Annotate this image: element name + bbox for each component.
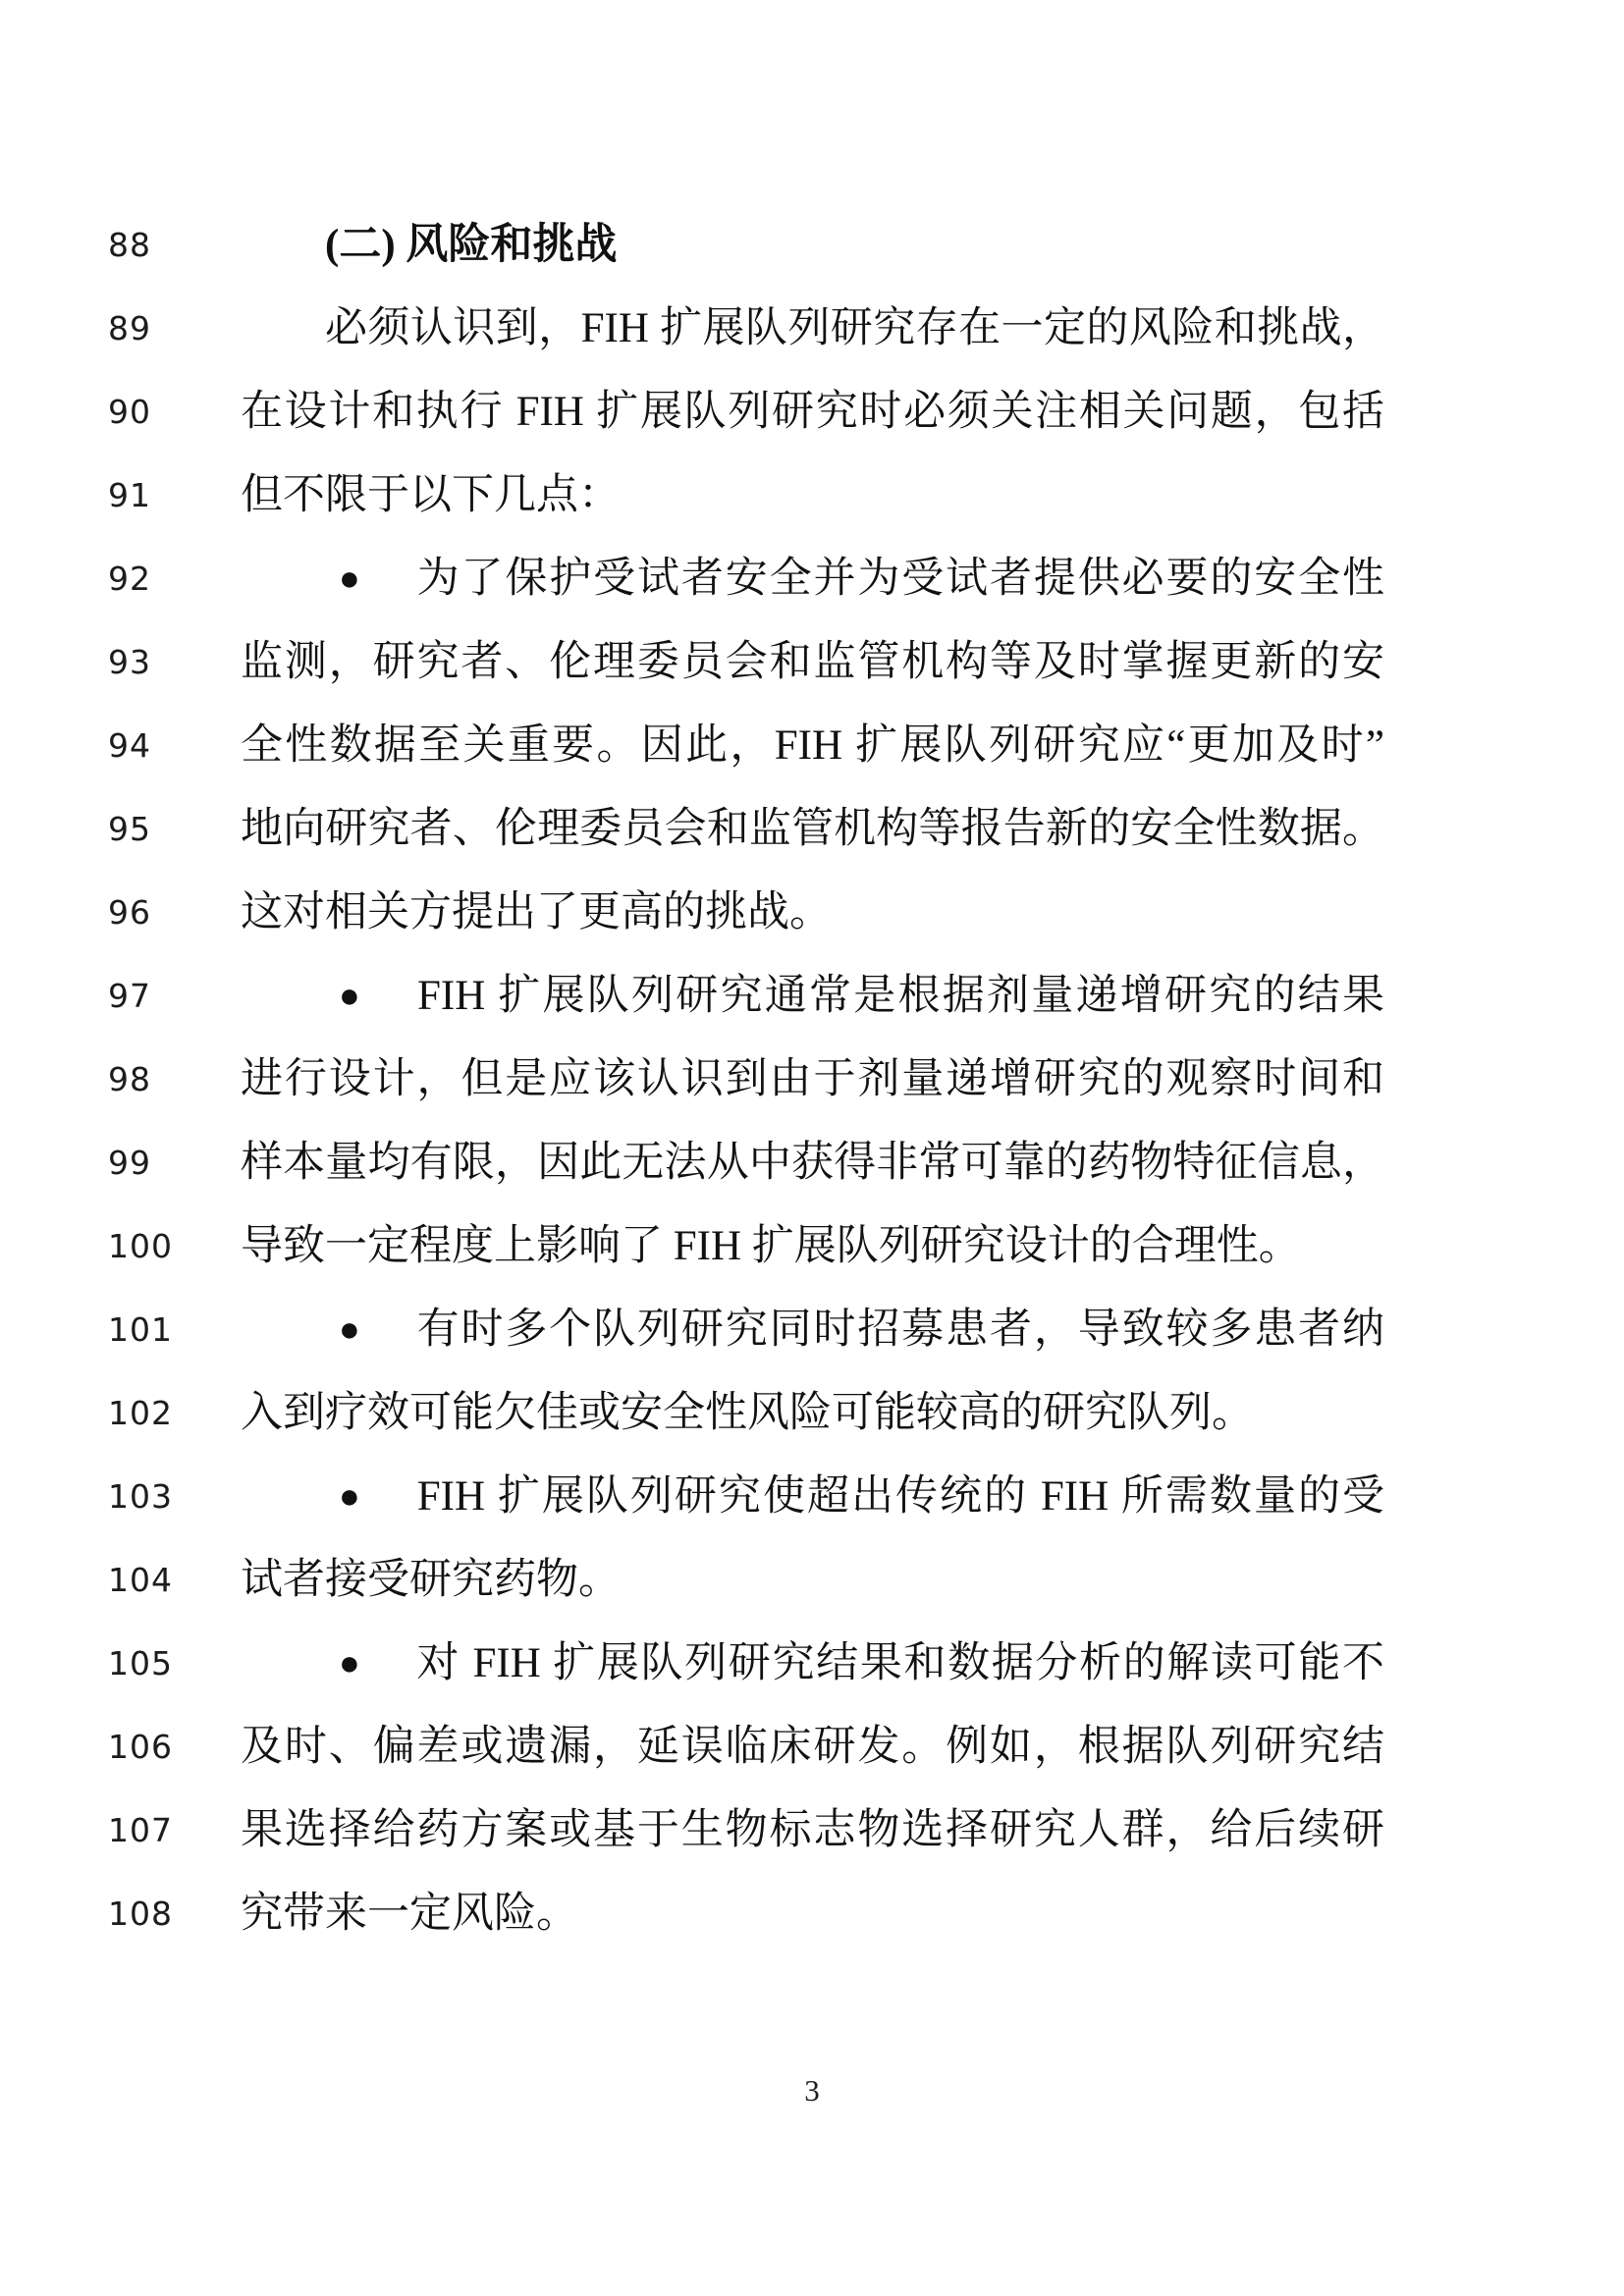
line-number-label: 91 [108,476,151,514]
line-body [241,454,1384,537]
line-text: 试者接受研究药物。 [241,1557,621,1603]
line-text: 全性数据至关重要。因此，FIH 扩展队列研究应“更加及时” [241,722,1384,769]
line-text: 地向研究者、伦理委员会和监管机构等报告新的安全性数据。 [241,806,1384,852]
line-body [241,1288,1384,1371]
line-body [241,1872,1384,1955]
line-number-label: 107 [108,1811,173,1849]
document-line [0,370,1624,454]
document-line [0,537,1624,620]
line-text: 入到疗效可能欠佳或安全性风险可能较高的研究队列。 [241,1390,1254,1436]
document-line [0,1705,1624,1789]
line-number-label: 105 [108,1644,173,1682]
line-text: 究带来一定风险。 [241,1891,578,1937]
line-body [241,370,1384,454]
text-block [0,203,1624,1955]
document-line [0,704,1624,787]
line-number-label: 97 [108,977,151,1015]
page-number: 3 [804,2073,820,2108]
line-body [241,1789,1384,1872]
line-text: 及时、偏差或遗漏，延误临床研发。例如，根据队列研究结 [241,1724,1384,1770]
line-body [241,1538,1384,1622]
document-line [0,1038,1624,1121]
line-number-label: 98 [108,1060,151,1098]
bullet-icon: ● [339,559,362,598]
document-line [0,1455,1624,1538]
line-number-label: 96 [108,893,151,932]
line-text: 对 FIH 扩展队列研究结果和数据分析的解读可能不 [416,1640,1384,1686]
line-text: 监测，研究者、伦理委员会和监管机构等及时掌握更新的安 [241,639,1384,685]
line-body [241,1622,1384,1705]
line-number-label: 102 [108,1394,173,1432]
document-line [0,1288,1624,1371]
line-text: FIH 扩展队列研究通常是根据剂量递增研究的结果 [417,973,1384,1019]
line-number-label: 108 [108,1895,173,1933]
line-body [241,954,1384,1038]
document-line [0,454,1624,537]
bullet-icon: ● [339,1643,362,1682]
line-text: 进行设计，但是应该认识到由于剂量递增研究的观察时间和 [241,1056,1384,1102]
line-body [241,537,1384,620]
line-body [241,704,1384,787]
bullet-icon: ● [339,1476,362,1516]
line-text: 但不限于以下几点： [241,472,621,518]
line-text: 有时多个队列研究同时招募患者，导致较多患者纳 [416,1307,1384,1353]
line-body [241,203,1384,287]
line-body [241,1705,1384,1789]
document-line [0,1204,1624,1288]
line-text: (二) 风险和挑战 [325,222,618,268]
line-body [241,1371,1384,1455]
line-body [241,620,1384,704]
line-number-label: 94 [108,726,151,765]
document-line [0,1789,1624,1872]
document-line [0,1371,1624,1455]
line-text: 导致一定程度上影响了 FIH 扩展队列研究设计的合理性。 [241,1223,1301,1269]
line-body [241,1121,1384,1204]
line-body [241,1455,1384,1538]
document-line [0,787,1624,871]
line-text: 为了保护受试者安全并为受试者提供必要的安全性 [416,556,1384,602]
line-number-label: 88 [108,226,151,264]
document-line [0,871,1624,954]
document-line [0,1872,1624,1955]
line-text: FIH 扩展队列研究使超出传统的 FIH 所需数量的受 [416,1473,1384,1520]
line-body [241,1038,1384,1121]
line-number-label: 106 [108,1728,173,1766]
document-line [0,203,1624,287]
line-number-label: 93 [108,643,151,681]
line-number-label: 95 [108,810,151,848]
line-body [241,287,1384,370]
line-number-label: 90 [108,393,151,431]
document-line [0,954,1624,1038]
document-line [0,287,1624,370]
line-body [241,871,1384,954]
line-text: 样本量均有限，因此无法从中获得非常可靠的药物特征信息， [241,1140,1384,1186]
line-text: 必须认识到，FIH 扩展队列研究存在一定的风险和挑战， [325,305,1384,351]
line-text: 这对相关方提出了更高的挑战。 [241,889,832,935]
document-line [0,620,1624,704]
line-number-label: 101 [108,1310,173,1349]
line-number-label: 92 [108,560,151,598]
page-footer [0,2073,1624,2109]
line-number-label: 99 [108,1144,151,1182]
bullet-icon: ● [339,976,362,1015]
line-number-label: 104 [108,1561,173,1599]
document-line [0,1121,1624,1204]
line-number-label: 89 [108,309,151,347]
document-line [0,1622,1624,1705]
line-number-label: 100 [108,1227,173,1265]
line-text: 在设计和执行 FIH 扩展队列研究时必须关注相关问题，包括 [241,389,1384,435]
line-body [241,1204,1384,1288]
bullet-icon: ● [339,1309,362,1349]
line-body [241,787,1384,871]
line-number-label: 103 [108,1477,173,1516]
document-line [0,1538,1624,1622]
line-text: 果选择给药方案或基于生物标志物选择研究人群，给后续研 [241,1807,1384,1853]
